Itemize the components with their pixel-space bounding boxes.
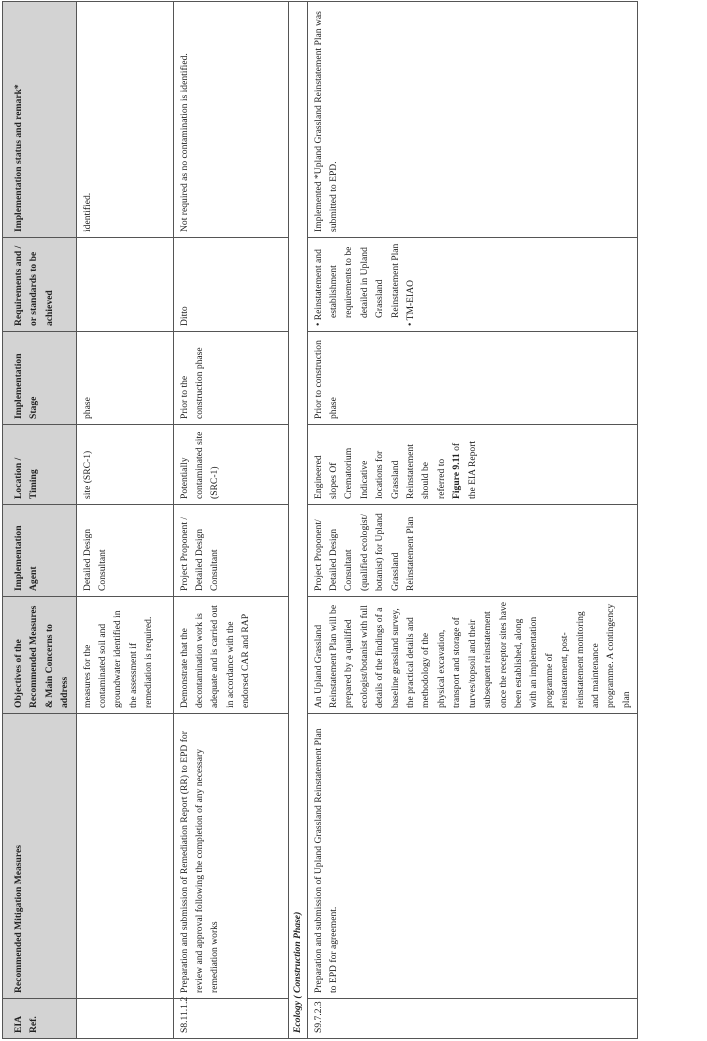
header-requirements: Requirements and / or standards to be achieved: [3, 238, 77, 332]
cell-ref: [76, 999, 173, 1039]
figure-reference: Figure 9.11: [451, 453, 463, 499]
cell-status: identified.: [76, 2, 173, 238]
mitigation-measures-table: [2, 1, 638, 1039]
cell-ref: S9.7.2.3: [307, 999, 638, 1039]
section-title: Ecology ( Construction Phase): [288, 2, 307, 1039]
header-row: [3, 2, 77, 1039]
header-location-timing: Location / Timing: [3, 425, 77, 505]
header-objectives: Objectives of the Recommended Measures & Main Concerns to address: [3, 597, 77, 714]
cell-objectives: measures for the contaminated soil and groundwater identified in the assessment if remediation is required.: [76, 597, 173, 714]
requirement-text: TM-EIAO: [405, 279, 417, 321]
cell-location: Potentially contaminated site (SRC-1): [173, 425, 288, 505]
section-header-row: [288, 2, 307, 1039]
requirement-text: Reinstatement and establishment requirements to be detailed in Upland Grassland Reinstatement Plan: [312, 243, 401, 321]
cell-objectives: Demonstrate that the decontamination work is adequate and is carried out in accordance with the endorsed CAR and RAP: [173, 597, 288, 714]
cell-stage: Prior to construction phase: [307, 332, 638, 425]
cell-agent: Project Proponent/ Detailed Design Consultant (qualified ecologist/ botanist) for Upland Grassland Reinstatement Plan: [307, 505, 638, 597]
header-implementation-stage: Implementation Stage: [3, 332, 77, 425]
table-row: [307, 2, 638, 1039]
header-implementation-agent: Implementation Agent: [3, 505, 77, 597]
location-suffix: of the EIA Report: [451, 440, 478, 499]
cell-location: [307, 425, 638, 505]
cell-requirements: [76, 238, 173, 332]
cell-location: site (SRC-1): [76, 425, 173, 505]
requirement-item: • TM-EIAO: [405, 279, 417, 326]
cell-objectives: An Upland Grassland Reinstatement Plan will be prepared by a qualified ecologist/botanist with full details of the findings of a baseline grassland survey, the practical details and methodology of the physical excavation, transport and storage of turves/topsoil and their subsequent reinstatement once the receptor sites have been established, along with an implementation programme of reinstatement, post-reinstatement monitoring and maintenance programme. A contingency plan: [307, 597, 638, 714]
table-row: [76, 2, 173, 1039]
cell-stage: Prior to the construction phase: [173, 332, 288, 425]
cell-agent: Detailed Design Consultant: [76, 505, 173, 597]
cell-ref: S8.11.1.2: [173, 999, 288, 1039]
cell-requirements: [307, 238, 638, 332]
header-eia-ref: EIA Ref.: [3, 999, 77, 1039]
header-status: Implementation status and remark*: [3, 2, 77, 238]
cell-measure: Preparation and submission of Remediation Report (RR) to EPD for review and approval following the completion of any necessary remediation works: [173, 714, 288, 999]
cell-stage: phase: [76, 332, 173, 425]
header-mitigation-measures: Recommended Mitigation Measures: [3, 714, 77, 999]
cell-requirements: Ditto: [173, 238, 288, 332]
table-row: [173, 2, 288, 1039]
cell-status: Not required as no contamination is identified.: [173, 2, 288, 238]
cell-measure: Preparation and submission of Upland Grassland Reinstatement Plan to EPD for agreement.: [307, 714, 638, 999]
cell-measure: [76, 714, 173, 999]
cell-status: Implemented *Upland Grassland Reinstatement Plan was submitted to EPD.: [307, 2, 638, 238]
requirement-item: • Reinstatement and establishment requirements to be detailed in Upland Grassland Reinstatement Plan: [312, 243, 401, 326]
cell-agent: Project Proponent / Detailed Design Consultant: [173, 505, 288, 597]
location-text: Engineered slopes Of Crematorium Indicative locations for Grassland Reinstatement should be referred to: [312, 444, 447, 499]
